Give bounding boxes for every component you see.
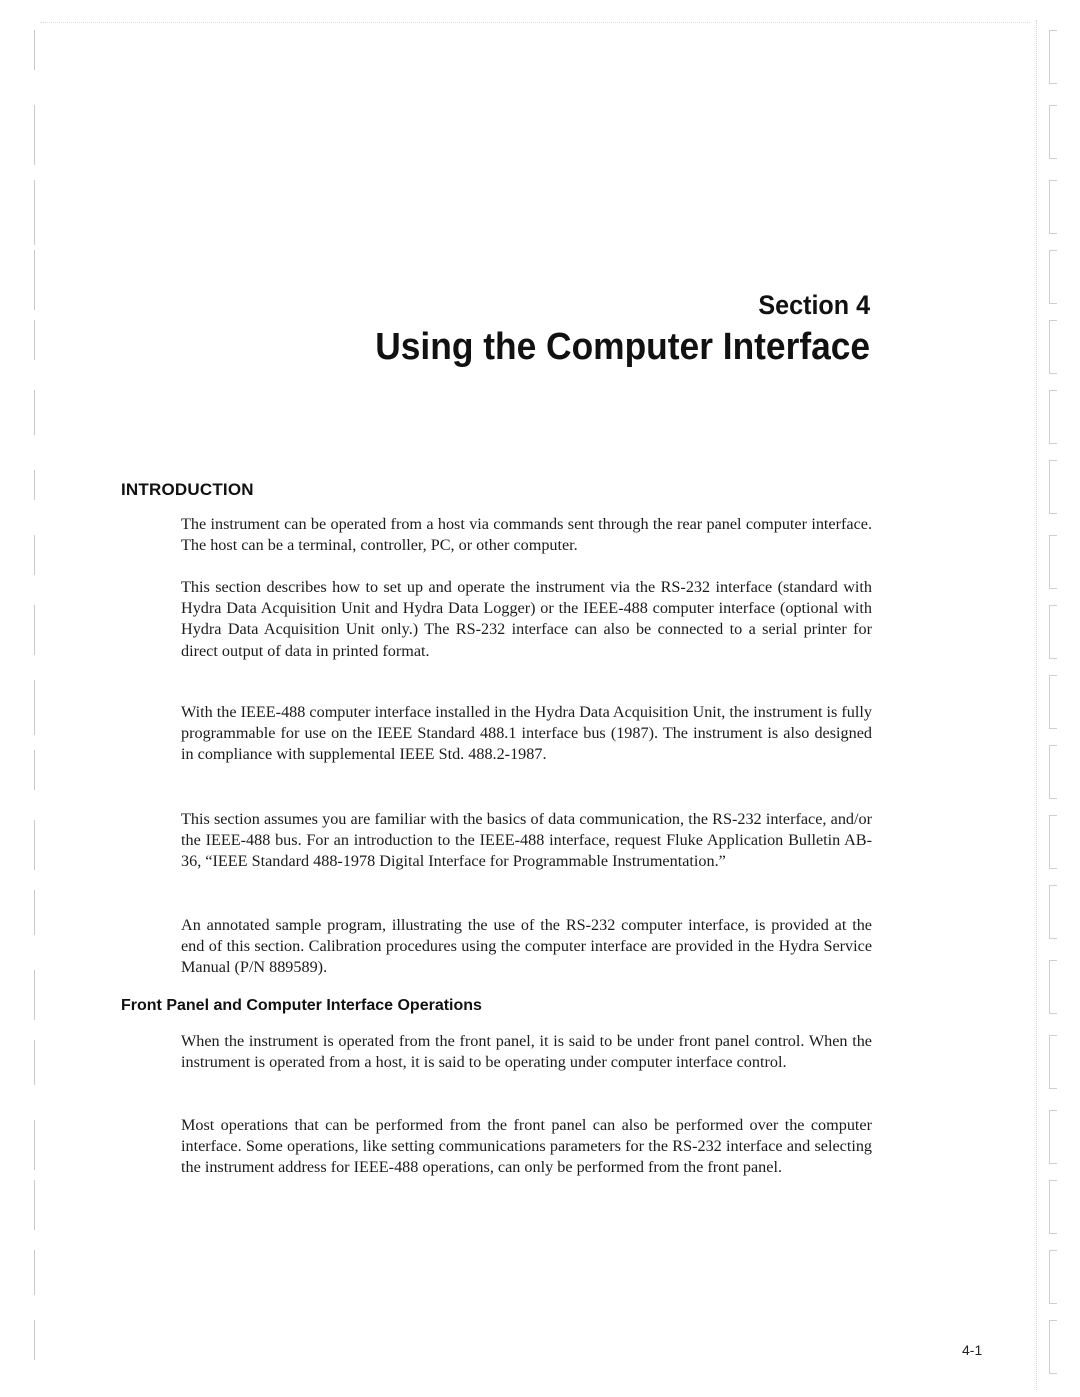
front-panel-heading: Front Panel and Computer Interface Operations <box>121 997 482 1014</box>
chapter-title: Using the Computer Interface <box>375 326 870 368</box>
intro-paragraph-3: With the IEEE-488 computer interface installed in the Hydra Data Acquisition Unit, the instrument is fully programmable for use on the IEEE Standard 488.1 interface bus (1987). The instrument is also designed in compliance with supplemental IEEE Std. 488.2-1987. <box>181 703 872 764</box>
intro-paragraph-1: The instrument can be operated from a host via commands sent through the rear panel computer interface. The host can be a terminal, controller, PC, or other computer. <box>181 515 872 555</box>
intro-paragraph-5: An annotated sample program, illustrating the use of the RS-232 computer interface, is provided at the end of this section. Calibration procedures using the computer interface are provided in the Hydra Service Manual (P/N 889589). <box>181 916 872 977</box>
introduction-heading: INTRODUCTION <box>121 480 254 499</box>
intro-paragraph-4: This section assumes you are familiar with the basics of data communication, the RS-232 interface, and/or the IEEE-488 bus. For an introduction to the IEEE-488 interface, request Fluke Application Bulletin AB-36, “IEEE Standard 488-1978 Digital Interface for Programmable Instrumentation.” <box>181 810 872 871</box>
front-panel-paragraph-2: Most operations that can be performed from the front panel can also be performed over the computer interface. Some operations, like setting communications parameters for the RS-232 interface and selecting the instrument address for IEEE-488 operations, can only be performed from the front panel. <box>181 1116 872 1177</box>
front-panel-paragraph-1: When the instrument is operated from the front panel, it is said to be under front panel control. When the instrument is operated from a host, it is said to be operating under computer interface control. <box>181 1032 872 1072</box>
scan-right-margin-marks <box>1036 20 1067 1390</box>
intro-paragraph-2: This section describes how to set up and operate the instrument via the RS-232 interface (standard with Hydra Data Acquisition Unit and Hydra Data Logger) or the IEEE-488 computer interface (optional with Hydra Data Acquisition Unit only.) The RS-232 interface can also be connected to a serial printer for direct output of data in printed format. <box>181 578 872 660</box>
section-label: Section 4 <box>758 290 870 320</box>
page-number: 4-1 <box>962 1342 983 1358</box>
scan-left-margin-marks <box>28 30 38 1360</box>
scan-top-rule <box>40 22 1030 23</box>
